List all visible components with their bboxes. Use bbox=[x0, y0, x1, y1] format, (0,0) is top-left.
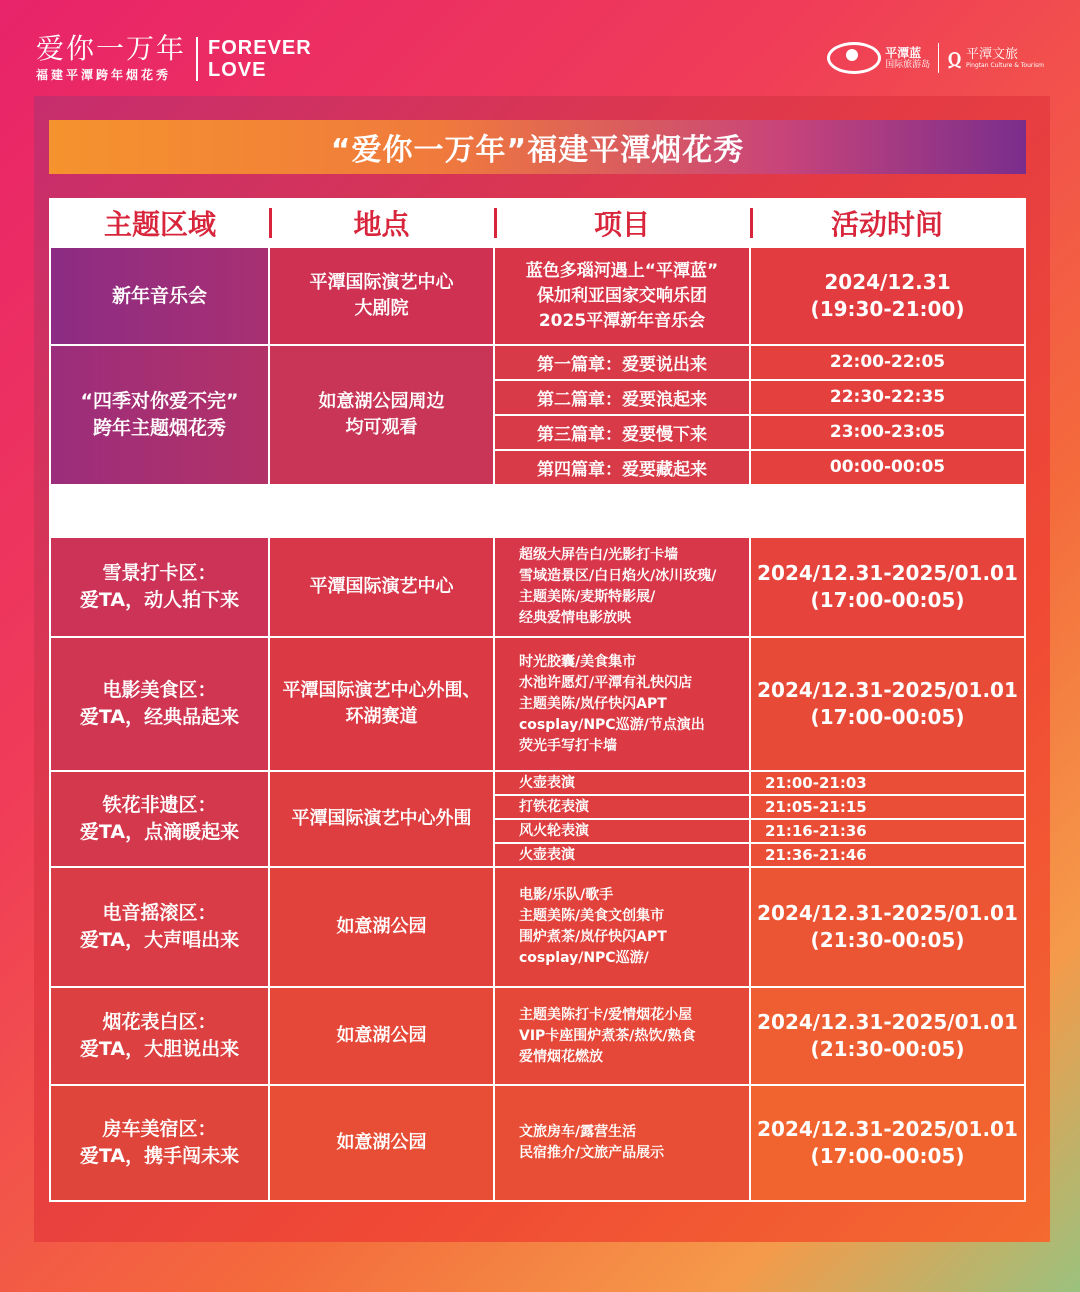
time-cell: 2024/12.31 (19:30-21:00) bbox=[750, 247, 1025, 345]
zone-cell: “四季对你爱不完” 跨年主题烟花秀 bbox=[50, 345, 269, 485]
logo-divider bbox=[938, 43, 939, 73]
location-cell: 如意湖公园 bbox=[269, 1085, 494, 1201]
table-row bbox=[50, 987, 1025, 1085]
time-cell: 2024/12.31-2025/01.01 (17:00-00:05) bbox=[750, 537, 1025, 637]
table-header-row bbox=[50, 199, 1025, 247]
chapter-item: 第一篇章：爱要说出来 bbox=[494, 345, 750, 380]
item-cell: 文旅房车/露营生活 民宿推介/文旅产品展示 bbox=[494, 1085, 750, 1201]
col-header-time: 活动时间 bbox=[750, 199, 1025, 247]
zone-cell: 烟花表白区： 爱TA，大胆说出来 bbox=[50, 987, 269, 1085]
table-row bbox=[50, 637, 1025, 771]
location-cell: 平潭国际演艺中心 大剧院 bbox=[269, 247, 494, 345]
col-header-item: 项目 bbox=[494, 199, 750, 247]
chapter-time: 23:00-23:05 bbox=[750, 415, 1025, 450]
brand-cn-title: 爱你一万年 bbox=[36, 32, 187, 65]
location-cell: 平潭国际演艺中心外围、 环湖赛道 bbox=[269, 637, 494, 771]
location-cell: 平潭国际演艺中心外围 bbox=[269, 771, 494, 867]
col-header-zone: 主题区域 bbox=[50, 199, 269, 247]
zone-cell: 电音摇滚区： 爱TA，大声唱出来 bbox=[50, 867, 269, 987]
brand-header bbox=[36, 34, 312, 83]
chapter-time: 00:00-00:05 bbox=[750, 450, 1025, 485]
table-row bbox=[50, 867, 1025, 987]
logo1-title: 平潭蓝 bbox=[885, 45, 922, 60]
table-row bbox=[50, 345, 1025, 380]
show-time: 21:05-21:15 bbox=[750, 795, 1025, 819]
logo1-sub: 国际旅游岛 bbox=[885, 59, 931, 70]
show-time: 21:16-21:36 bbox=[750, 819, 1025, 843]
show-item: 火壶表演 bbox=[494, 843, 750, 867]
brand-en-line2: LOVE bbox=[208, 58, 267, 81]
show-item: 风火轮表演 bbox=[494, 819, 750, 843]
eye-logo-icon bbox=[827, 42, 881, 74]
schedule-table bbox=[49, 198, 1026, 1202]
title-bar bbox=[49, 120, 1026, 174]
page-title: “爱你一万年”福建平潭烟花秀 bbox=[330, 133, 745, 168]
table-row bbox=[50, 537, 1025, 637]
item-cell: 超级大屏告白/光影打卡墙 雪域造景区/白日焰火/冰川玫瑰/ 主题美陈/麦斯特影展/ 经典爱情电影放映 bbox=[494, 537, 750, 637]
show-time: 21:36-21:46 bbox=[750, 843, 1025, 867]
chapter-item: 第四篇章：爱要藏起来 bbox=[494, 450, 750, 485]
pingtan-culture-logo bbox=[947, 43, 1044, 73]
partner-logos bbox=[827, 42, 1044, 74]
zone-cell: 新年音乐会 bbox=[50, 247, 269, 345]
time-cell: 2024/12.31-2025/01.01 (17:00-00:05) bbox=[750, 1085, 1025, 1201]
location-cell: 平潭国际演艺中心 bbox=[269, 537, 494, 637]
brand-cn bbox=[36, 34, 186, 83]
location-cell: 如意湖公园 bbox=[269, 867, 494, 987]
brand-cn-sub: 福建平潭跨年烟花秀 bbox=[36, 68, 172, 82]
pingtan-blue-logo bbox=[827, 42, 930, 74]
chapter-time: 22:30-22:35 bbox=[750, 380, 1025, 415]
brand-en-line1: FOREVER bbox=[208, 36, 312, 59]
chapter-item: 第三篇章：爱要慢下来 bbox=[494, 415, 750, 450]
item-cell: 电影/乐队/歌手 主题美陈/美食文创集市 围炉煮茶/岚仔快闪APT cosplay/NPC巡游/ bbox=[494, 867, 750, 987]
item-cell: 蓝色多瑙河遇上“平潭蓝” 保加利亚国家交响乐团 2025平潭新年音乐会 bbox=[494, 247, 750, 345]
logo2-sub: Pingtan Culture & Tourism bbox=[965, 61, 1044, 69]
location-cell: 如意湖公园周边 均可观看 bbox=[269, 345, 494, 485]
section-band-title: 6大爱情浪漫主题 6小时极致打卡 bbox=[50, 485, 1025, 537]
brand-en bbox=[208, 37, 312, 81]
zone-cell: 电影美食区： 爱TA，经典品起来 bbox=[50, 637, 269, 771]
zone-cell: 房车美宿区： 爱TA，携手闯未来 bbox=[50, 1085, 269, 1201]
brand-divider bbox=[196, 37, 198, 81]
swirl-logo-icon: ჲ bbox=[947, 43, 962, 73]
show-item: 打铁花表演 bbox=[494, 795, 750, 819]
show-item: 火壶表演 bbox=[494, 771, 750, 795]
show-time: 21:00-21:03 bbox=[750, 771, 1025, 795]
logo2-title: 平潭文旅 bbox=[965, 46, 1018, 62]
table-row bbox=[50, 247, 1025, 345]
table-row bbox=[50, 1085, 1025, 1201]
item-cell: 主题美陈打卡/爱情烟花小屋 VIP卡座围炉煮茶/热饮/熟食 爱情烟花燃放 bbox=[494, 987, 750, 1085]
table-row bbox=[50, 771, 1025, 795]
time-cell: 2024/12.31-2025/01.01 (21:30-00:05) bbox=[750, 867, 1025, 987]
zone-cell: 雪景打卡区： 爱TA，动人拍下来 bbox=[50, 537, 269, 637]
chapter-item: 第二篇章：爱要浪起来 bbox=[494, 380, 750, 415]
col-header-location: 地点 bbox=[269, 199, 494, 247]
time-cell: 2024/12.31-2025/01.01 (21:30-00:05) bbox=[750, 987, 1025, 1085]
location-cell: 如意湖公园 bbox=[269, 987, 494, 1085]
time-cell: 2024/12.31-2025/01.01 (17:00-00:05) bbox=[750, 637, 1025, 771]
item-cell: 时光胶囊/美食集市 水池许愿灯/平潭有礼快闪店 主题美陈/岚仔快闪APT cosplay/NPC巡游/节点演出 荧光手写打卡墙 bbox=[494, 637, 750, 771]
section-band bbox=[50, 485, 1025, 537]
chapter-time: 22:00-22:05 bbox=[750, 345, 1025, 380]
zone-cell: 铁花非遗区： 爱TA，点滴暖起来 bbox=[50, 771, 269, 867]
